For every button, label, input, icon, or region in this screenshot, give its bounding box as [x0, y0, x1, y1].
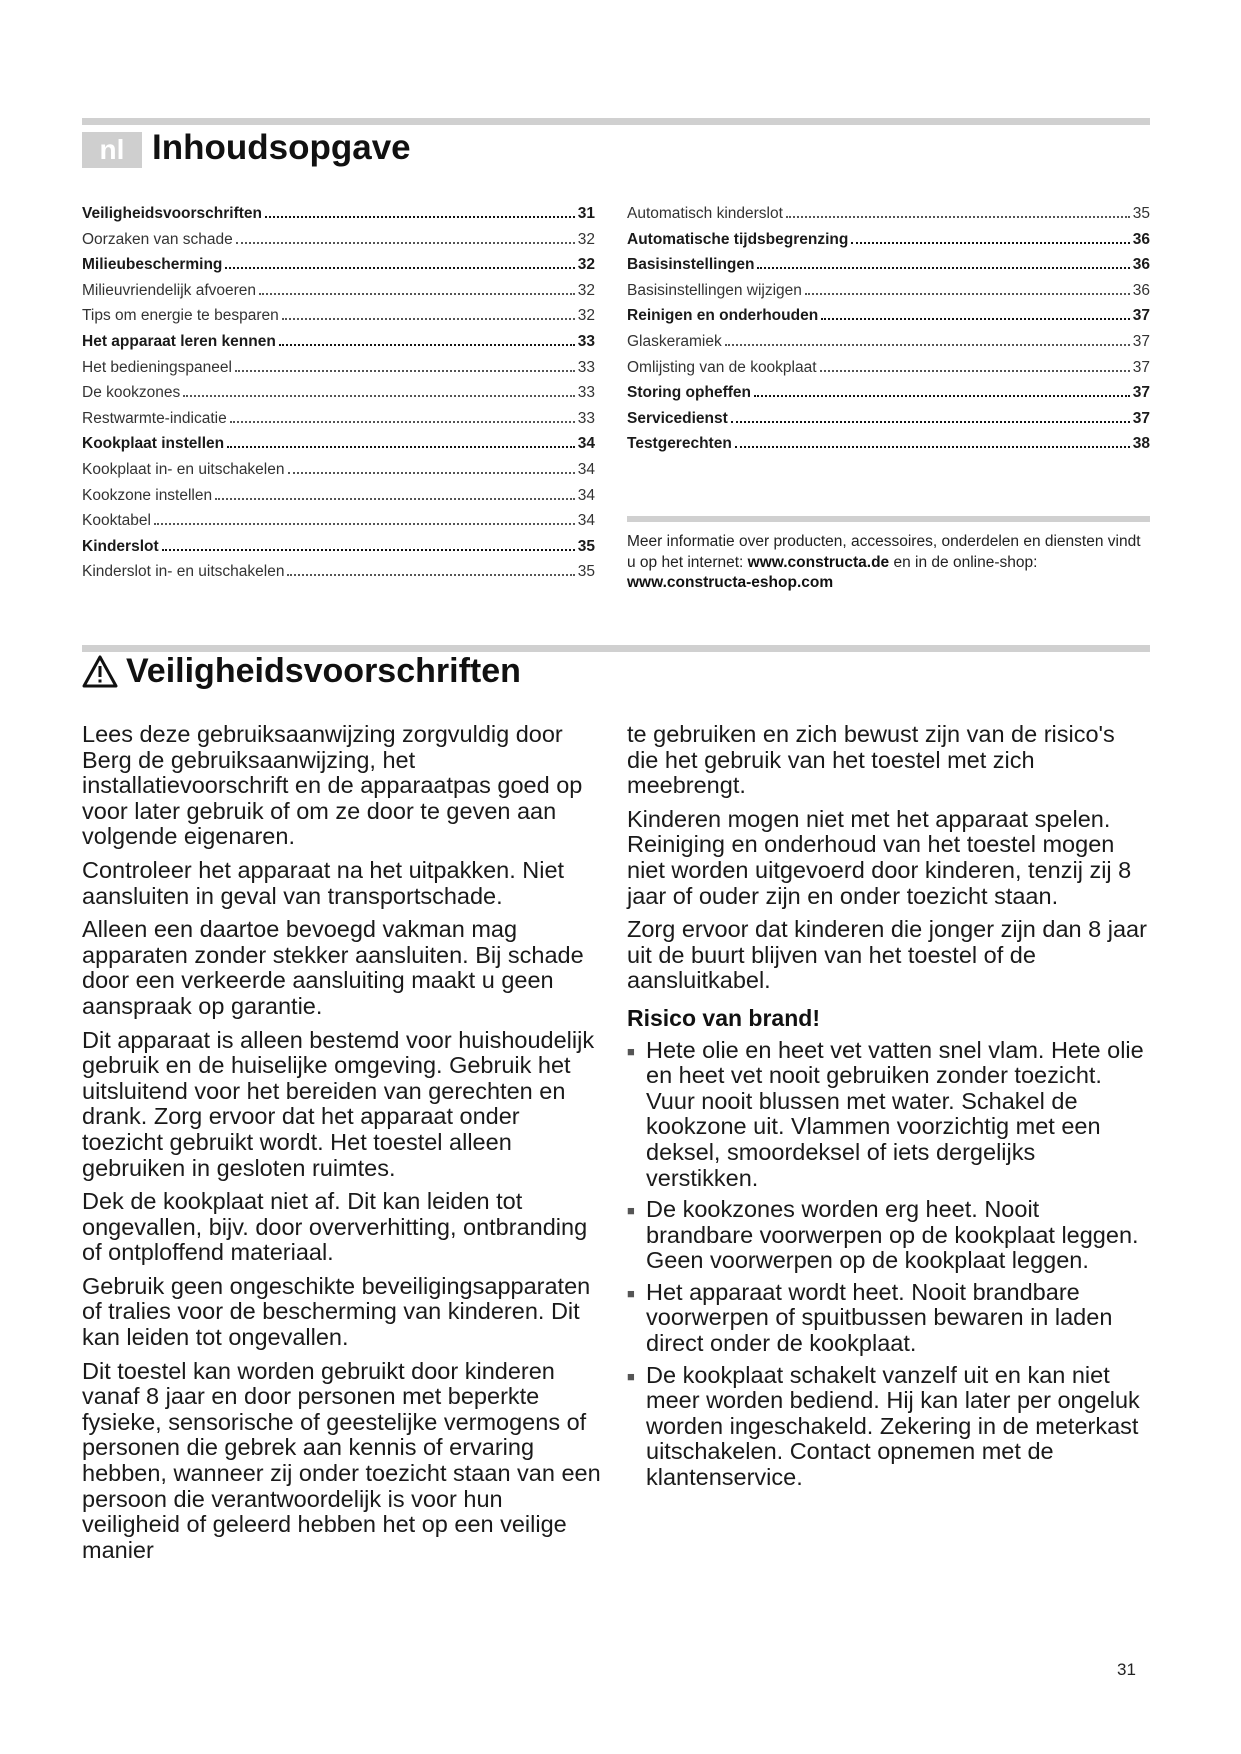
website-link[interactable]: www.constructa.de	[747, 553, 890, 571]
bullet-text: De kookzones worden erg heet. Nooit brandbare voorwerpen op de kookplaat leggen. Geen voorwerpen op de kookplaat leggen.	[646, 1196, 1139, 1274]
bullet-text: De kookplaat schakelt vanzelf uit en kan niet meer worden bediend. Hij kan later per ongeluk worden ingeschakeld. Zekering in de meterkast uitschakelen. Contact opnemen met de klantenservice.	[646, 1361, 1140, 1491]
section-divider	[82, 645, 1150, 652]
paragraph: Kinderen mogen niet met het apparaat spelen. Reiniging en onderhoud van het toestel mogen niet worden uitgevoerd door kinderen, tenzij zij 8 jaar of ouder zijn en onder toezicht staan.	[627, 805, 1132, 909]
toc-leader-dots	[754, 375, 1130, 397]
warning-triangle-icon	[82, 655, 118, 689]
toc-entry-label: Automatische tijdsbegrenzing	[627, 230, 849, 248]
toc-entry-label: Kooktabel	[82, 512, 151, 530]
toc-entry[interactable]	[82, 503, 595, 529]
toc-leader-dots	[162, 529, 575, 551]
toc-entry-page: 31	[577, 205, 595, 222]
toc-entry-page: 32	[577, 307, 595, 325]
toc-leader-dots	[287, 554, 574, 576]
toc-leader-dots	[259, 273, 575, 295]
safety-left-column	[82, 722, 602, 1571]
toc-entry-label: Storing opheffen	[627, 384, 751, 402]
toc-leader-dots	[236, 222, 575, 244]
toc-leader-dots	[279, 324, 575, 346]
toc-entry-label: Servicedienst	[627, 409, 728, 427]
toc-leader-dots	[821, 298, 1130, 320]
bullet-square-icon: ■	[627, 1285, 635, 1301]
toc-entry-page: 33	[577, 409, 595, 427]
top-divider	[82, 118, 1150, 125]
toc-entry-label: Milieubescherming	[82, 256, 223, 274]
toc-entry-label: Reinigen en onderhouden	[627, 307, 819, 325]
info-divider	[627, 516, 1150, 522]
more-info	[627, 532, 1150, 594]
page-number: 31	[1117, 1660, 1136, 1679]
toc-leader-dots	[851, 222, 1129, 244]
toc-entry-label: Kinderslot	[82, 537, 159, 555]
toc-leader-dots	[225, 247, 574, 269]
bullet-text: Het apparaat wordt heet. Nooit brandbare voorwerpen of spuitbussen bewaren in laden direct onder de kookplaat.	[646, 1278, 1113, 1357]
toc-entry-label: Veiligheidsvoorschriften	[82, 205, 263, 222]
toc-entry-page: 34	[577, 486, 595, 504]
paragraph: Alleen een daartoe bevoegd vakman mag apparaten zonder stekker aansluiten. Bij schade door een verkeerde aansluiting maakt u geen aanspraak op garantie.	[82, 916, 584, 1019]
toc-leader-dots	[282, 298, 575, 320]
toc-entry-page: 32	[577, 230, 595, 248]
toc-leader-dots	[230, 401, 575, 423]
toc-entry-label: Milieuvriendelijk afvoeren	[82, 281, 257, 299]
toc-entry-page: 34	[577, 460, 595, 478]
toc-entry-label: Basisinstellingen	[627, 256, 755, 274]
toc-title: Inhoudsopgave	[152, 128, 411, 167]
toc-entry-page: 35	[1132, 205, 1150, 222]
paragraph: te gebruiken en zich bewust zijn van de risico's die het gebruik van het toestel met zich meebrengt.	[627, 721, 1115, 799]
language-badge: nl	[82, 132, 142, 168]
toc-entry-label: De kookzones	[82, 384, 181, 402]
toc-entry-page: 37	[1132, 409, 1150, 427]
toc-entry-page: 37	[1132, 384, 1150, 402]
paragraph: Zorg ervoor dat kinderen die jonger zijn dan 8 jaar uit de buurt blijven van het toestel of de aansluitkabel.	[627, 916, 1147, 994]
toc-entry-page: 36	[1132, 281, 1150, 299]
toc-right-column	[627, 196, 1150, 452]
bullet-item	[627, 1280, 1150, 1357]
toc-entry-page: 35	[577, 537, 595, 555]
toc-leader-dots	[731, 401, 1130, 423]
toc-entry-label: Kookzone instellen	[82, 486, 213, 504]
toc-entry-label: Glaskeramiek	[627, 332, 722, 350]
bullet-item	[627, 1038, 1150, 1192]
toc-entry-page: 34	[577, 435, 595, 453]
toc-entry-label: Omlijsting van de kookplaat	[627, 358, 817, 376]
toc-entry-label: Het apparaat leren kennen	[82, 332, 276, 350]
bullet-item	[627, 1363, 1150, 1491]
toc-entry-label: Kookplaat instellen	[82, 435, 225, 453]
toc-leader-dots	[183, 375, 575, 397]
info-text-1: Meer informatie over producten, accessoires, onderdelen en diensten vindt u op het internet:	[627, 533, 1141, 571]
toc-leader-dots	[725, 324, 1130, 346]
toc-entry-page: 33	[577, 332, 595, 350]
paragraph: Controleer het apparaat na het uitpakken. Niet aansluiten in geval van transportschade.	[82, 856, 565, 909]
toc-entry-page: 33	[577, 384, 595, 402]
paragraph: Lees deze gebruiksaanwijzing zorgvuldig door Berg de gebruiksaanwijzing, het installatievoorschrift en de apparaatpas goed op voor later gebruik of om ze door te geven aan volgende eigenaren.	[82, 721, 583, 850]
toc-entry-page: 32	[577, 281, 595, 299]
toc-entry-label: Kinderslot in- en uitschakelen	[82, 563, 285, 581]
toc-leader-dots	[786, 196, 1130, 218]
toc-leader-dots	[805, 273, 1130, 295]
bullet-square-icon: ■	[627, 1203, 635, 1219]
toc-entry-label: Testgerechten	[627, 435, 732, 453]
paragraph: Gebruik geen ongeschikte beveiligingsapparaten of tralies voor de bescherming van kinderen. Dit kan leiden tot ongevallen.	[82, 1272, 591, 1351]
toc-entry-label: Automatisch kinderslot	[627, 205, 783, 222]
toc-leader-dots	[227, 426, 575, 448]
toc-entry[interactable]	[627, 196, 1150, 222]
toc-entry-label: Basisinstellingen wijzigen	[627, 281, 802, 299]
toc-entry-page: 37	[1132, 332, 1150, 350]
toc-leader-dots	[288, 452, 575, 474]
toc-entry[interactable]	[82, 196, 595, 222]
toc-entry-label: Kookplaat in- en uitschakelen	[82, 460, 285, 478]
toc-entry-page: 35	[577, 563, 595, 581]
paragraph: Dek de kookplaat niet af. Dit kan leiden tot ongevallen, bijv. door oververhitting, ontbranding of ontploffend materiaal.	[82, 1188, 588, 1266]
safety-title	[82, 652, 521, 691]
safety-right-column	[627, 722, 1150, 1497]
toc-entry-page: 32	[577, 256, 595, 274]
paragraph: Dit apparaat is alleen bestemd voor huishoudelijk gebruik en de huiselijke omgeving. Gebruik het uitsluitend voor het bereiden van gerechten en drank. Zorg ervoor dat het apparaat onder toezicht gebruikt wordt. Het toestel alleen gebruiken in gesloten ruimtes.	[82, 1026, 595, 1181]
toc-entry-page: 33	[577, 358, 595, 376]
bullet-square-icon: ■	[627, 1043, 635, 1059]
safety-title-text: Veiligheidsvoorschriften	[126, 652, 521, 690]
bullet-square-icon: ■	[627, 1368, 635, 1384]
bullet-text: Hete olie en heet vet vatten snel vlam. Hete olie en heet vet nooit gebruiken zonder toezicht. Vuur nooit blussen met water. Schakel de kookzone uit. Vlammen voorzichtig met een deksel, smoordeksel of iets dergelijks verstikken.	[646, 1036, 1144, 1191]
toc-entry-page: 36	[1132, 230, 1150, 248]
toc-leader-dots	[735, 426, 1130, 448]
toc-leader-dots	[235, 350, 575, 372]
fire-risk-heading: Risico van brand!	[627, 1004, 820, 1031]
toc-entry-page: 37	[1132, 358, 1150, 376]
toc-entry[interactable]	[82, 554, 595, 580]
toc-leader-dots	[265, 196, 575, 218]
eshop-link[interactable]: www.constructa-eshop.com	[627, 574, 834, 591]
toc-leader-dots	[154, 503, 575, 525]
info-text-2: en in de online-shop:	[889, 553, 1038, 571]
toc-entry[interactable]	[82, 529, 595, 555]
paragraph: Dit toestel kan worden gebruikt door kinderen vanaf 8 jaar en door personen met beperkte fysieke, sensorische of geestelijke vermogens of personen die gebrek aan kennis of ervaring hebben, wanneer zij onder toezicht staan van een persoon die verantwoordelijk is voor hun veiligheid of geleerd hebben het op een veilige manier	[82, 1357, 601, 1563]
toc-entry-page: 36	[1132, 256, 1150, 274]
toc-entry-page: 38	[1132, 435, 1150, 453]
toc-leader-dots	[820, 350, 1130, 372]
toc-entry-label: Restwarmte-indicatie	[82, 409, 227, 427]
toc-left-column	[82, 196, 595, 580]
toc-leader-dots	[215, 478, 575, 500]
toc-entry-label: Tips om energie te besparen	[82, 307, 279, 325]
bullet-item	[627, 1197, 1150, 1274]
toc-entry-page: 37	[1132, 307, 1150, 325]
toc-entry-page: 34	[577, 512, 595, 530]
toc-entry-label: Het bedieningspaneel	[82, 358, 232, 376]
toc-leader-dots	[757, 247, 1129, 269]
toc-entry-label: Oorzaken van schade	[82, 230, 233, 248]
